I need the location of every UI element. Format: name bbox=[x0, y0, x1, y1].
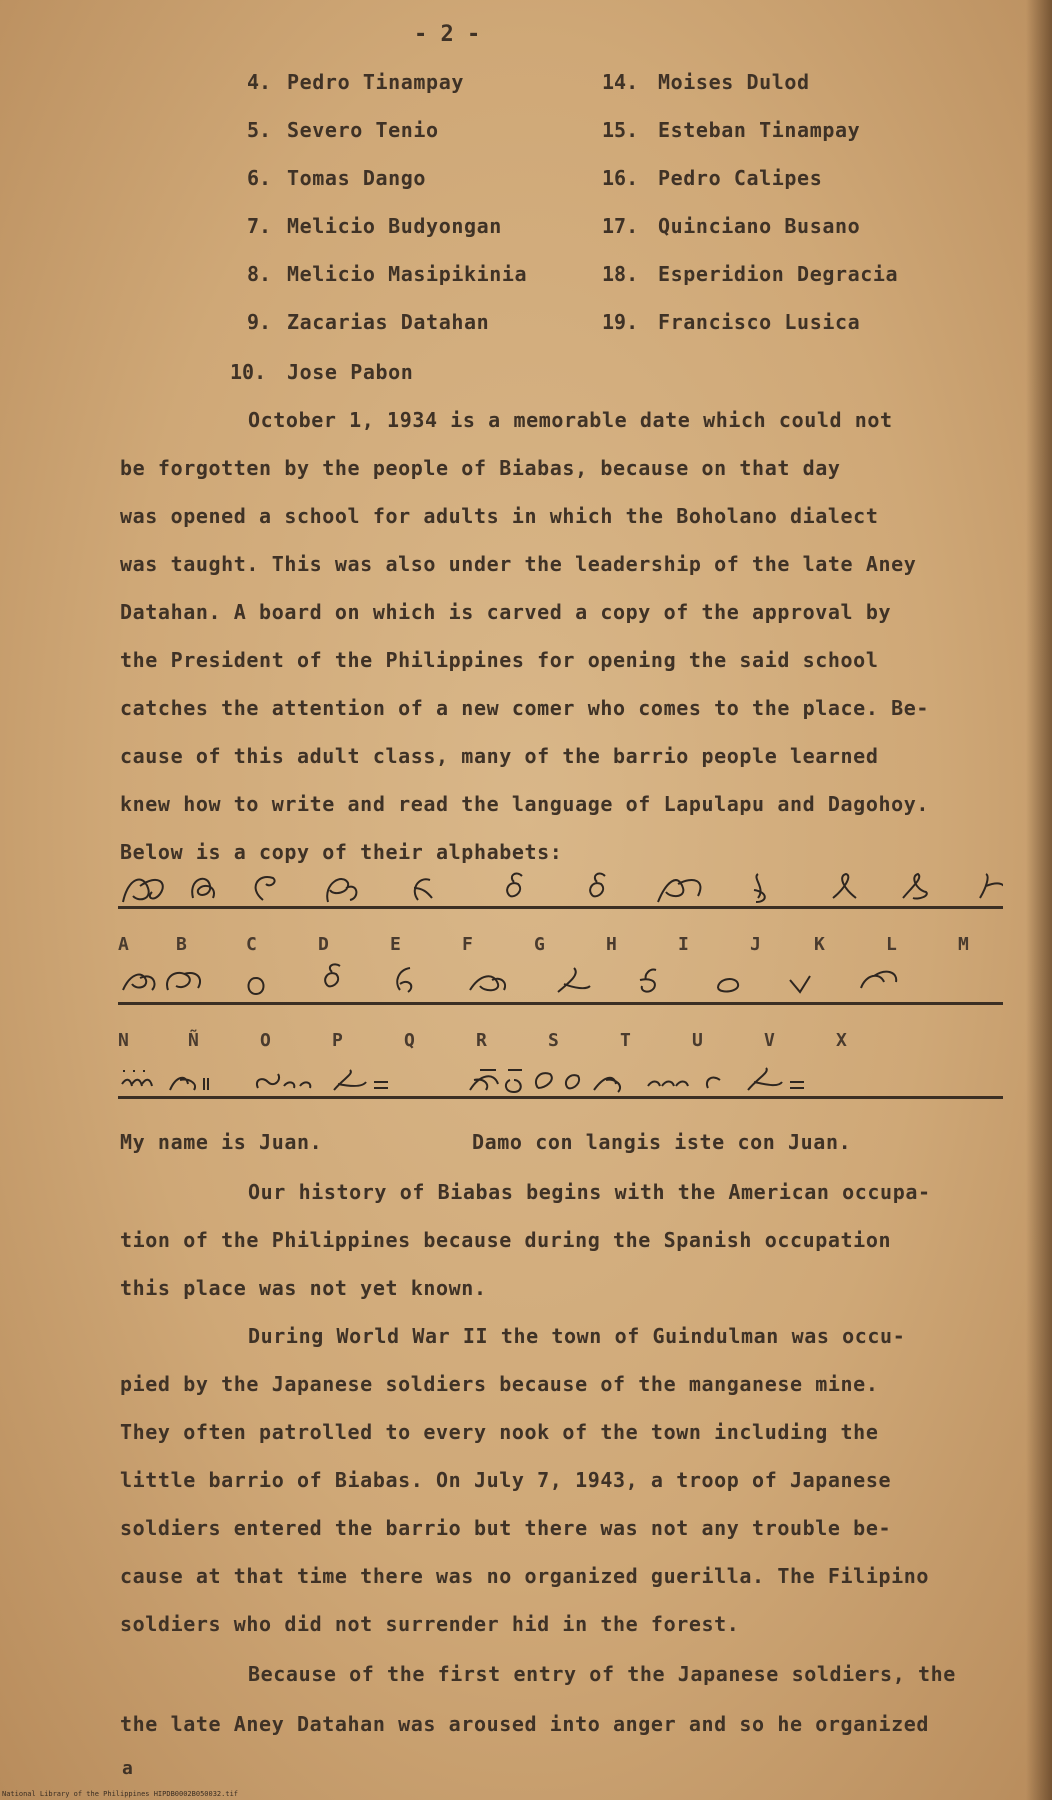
alphabet-letter: T bbox=[620, 1030, 631, 1051]
text-line: soldiers entered the barrio but there was not any trouble be- bbox=[120, 1516, 892, 1540]
list-number: 10. bbox=[230, 360, 267, 384]
text-line: little barrio of Biabas. On July 7, 1943, a troop of Japanese bbox=[120, 1468, 892, 1492]
page-number: - 2 - bbox=[414, 22, 481, 47]
alphabet-letter: H bbox=[606, 934, 617, 955]
alphabet-letter: C bbox=[246, 934, 257, 955]
text-line: the late Aney Datahan was aroused into anger and so he organized bbox=[120, 1712, 930, 1736]
list-name: Quinciano Busano bbox=[658, 214, 861, 238]
text-line: was opened a school for adults in which the Boholano dialect bbox=[120, 504, 879, 528]
text-line: During World War II the town of Guindulman was occu- bbox=[248, 1324, 906, 1348]
alphabet-underline-1 bbox=[118, 906, 1003, 909]
alphabet-letter: P bbox=[332, 1030, 343, 1051]
sample-english: My name is Juan. bbox=[120, 1130, 323, 1154]
alphabet-letters-row-1 bbox=[118, 934, 1003, 958]
list-number: 5. bbox=[247, 118, 272, 142]
text-line: this place was not yet known. bbox=[120, 1276, 487, 1300]
list-number: 14. bbox=[602, 70, 639, 94]
alphabet-letter: Ñ bbox=[188, 1030, 199, 1051]
text-line: pied by the Japanese soldiers because of the manganese mine. bbox=[120, 1372, 879, 1396]
alphabet-letter: G bbox=[534, 934, 545, 955]
list-name: Pedro Tinampay bbox=[287, 70, 464, 94]
alphabet-letter: I bbox=[678, 934, 689, 955]
list-name: Francisco Lusica bbox=[658, 310, 861, 334]
alphabet-letter: O bbox=[260, 1030, 271, 1051]
alphabet-letter: J bbox=[750, 934, 761, 955]
text-line: October 1, 1934 is a memorable date which could not bbox=[248, 408, 893, 432]
alphabet-letters-row-2 bbox=[118, 1030, 1003, 1054]
list-name: Jose Pabon bbox=[287, 360, 414, 384]
sample-boholano: Damo con langis iste con Juan. bbox=[472, 1130, 852, 1154]
text-line: was taught. This was also under the leadership of the late Aney bbox=[120, 552, 917, 576]
list-name: Pedro Calipes bbox=[658, 166, 823, 190]
page-edge-shadow bbox=[1026, 0, 1052, 1800]
list-name: Zacarias Datahan bbox=[287, 310, 490, 334]
list-name: Esperidion Degracia bbox=[658, 262, 899, 286]
alphabet-letter: K bbox=[814, 934, 825, 955]
text-line: knew how to write and read the language of Lapulapu and Dagohoy. bbox=[120, 792, 930, 816]
text-line: catches the attention of a new comer who comes to the place. Be- bbox=[120, 696, 930, 720]
list-number: 8. bbox=[247, 262, 272, 286]
alphabet-letter: E bbox=[390, 934, 401, 955]
alphabet-letter: S bbox=[548, 1030, 559, 1051]
archive-footer: National Library of the Philippines HIPDB0002B050032.tif bbox=[2, 1790, 239, 1798]
text-line: Because of the first entry of the Japanese soldiers, the bbox=[248, 1662, 956, 1686]
list-number: 19. bbox=[602, 310, 639, 334]
text-line: cause of this adult class, many of the barrio people learned bbox=[120, 744, 879, 768]
alphabet-letter: X bbox=[836, 1030, 847, 1051]
alphabet-letter: A bbox=[118, 934, 129, 955]
alphabet-underline-2 bbox=[118, 1002, 1003, 1005]
text-line: be forgotten by the people of Biabas, because on that day bbox=[120, 456, 841, 480]
list-number: 7. bbox=[247, 214, 272, 238]
list-number: 18. bbox=[602, 262, 639, 286]
list-number: 9. bbox=[247, 310, 272, 334]
text-line: soldiers who did not surrender hid in the forest. bbox=[120, 1612, 740, 1636]
alphabet-letter: L bbox=[886, 934, 897, 955]
handwritten-alphabet-row-1 bbox=[118, 868, 1003, 906]
list-number: 15. bbox=[602, 118, 639, 142]
text-line: cause at that time there was no organized guerilla. The Filipino bbox=[120, 1564, 930, 1588]
alphabet-letter: F bbox=[462, 934, 473, 955]
text-line: Datahan. A board on which is carved a copy of the approval by bbox=[120, 600, 892, 624]
list-name: Severo Tenio bbox=[287, 118, 439, 142]
text-line: Our history of Biabas begins with the American occupa- bbox=[248, 1180, 931, 1204]
text-line: They often patrolled to every nook of the town including the bbox=[120, 1420, 879, 1444]
list-number: 16. bbox=[602, 166, 639, 190]
text-line: Below is a copy of their alphabets: bbox=[120, 840, 563, 864]
list-name: Esteban Tinampay bbox=[658, 118, 861, 142]
text-line: the President of the Philippines for opening the said school bbox=[120, 648, 879, 672]
alphabet-letter: V bbox=[764, 1030, 775, 1051]
alphabet-letter: N bbox=[118, 1030, 129, 1051]
alphabet-letter: U bbox=[692, 1030, 703, 1051]
alphabet-letter: D bbox=[318, 934, 329, 955]
continuation-fragment: a bbox=[122, 1758, 133, 1779]
text-line: tion of the Philippines because during the Spanish occupation bbox=[120, 1228, 892, 1252]
alphabet-letter: B bbox=[176, 934, 187, 955]
sample-underline bbox=[118, 1096, 1003, 1099]
list-name: Melicio Budyongan bbox=[287, 214, 502, 238]
list-name: Moises Dulod bbox=[658, 70, 810, 94]
list-name: Tomas Dango bbox=[287, 166, 427, 190]
handwritten-alphabet-row-2 bbox=[118, 960, 1003, 998]
list-number: 6. bbox=[247, 166, 272, 190]
handwritten-sample-sentence bbox=[118, 1060, 1003, 1098]
list-number: 4. bbox=[247, 70, 272, 94]
alphabet-letter: R bbox=[476, 1030, 487, 1051]
alphabet-letter: M bbox=[958, 934, 969, 955]
list-number: 17. bbox=[602, 214, 639, 238]
alphabet-letter: Q bbox=[404, 1030, 415, 1051]
list-name: Melicio Masipikinia bbox=[287, 262, 528, 286]
